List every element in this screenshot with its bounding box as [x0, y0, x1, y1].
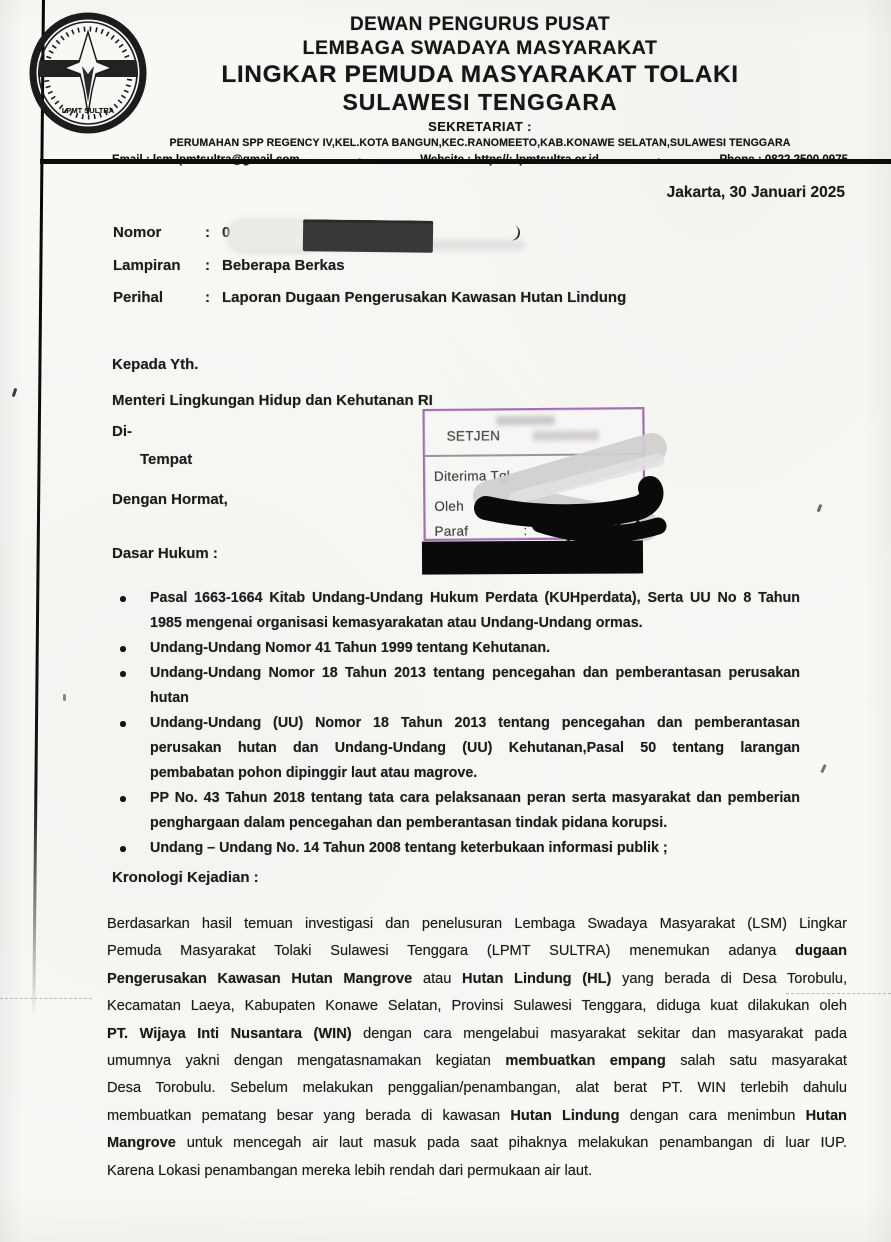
text-segment: Hutan [805, 1107, 847, 1124]
legal-basis-list [120, 586, 800, 861]
salutation: Kepada Yth. [112, 356, 199, 373]
addressee-at: Di- [112, 423, 132, 440]
org-region-line: SULAWESI TENGGARA [342, 89, 618, 115]
stamp-initials-label: Paraf [434, 523, 469, 539]
text-segment: Desa Torobulu. Sebelum melakukan penggalian/penambangan, alat berat PT. WIN terlebih dahulu [107, 1080, 847, 1097]
paragraph-line [107, 938, 847, 965]
paragraph-line [107, 911, 847, 938]
stray-pen-mark [820, 764, 826, 773]
text-segment: Hutan Lindung (HL) [462, 970, 612, 987]
redaction-dark-box [303, 219, 433, 253]
secretariat-label: SEKRETARIAT : [428, 119, 532, 134]
text-segment: membuatkan pematang besar yang berada di kawasan [107, 1107, 511, 1124]
addressee-place: Tempat [140, 451, 193, 468]
list-item [120, 636, 800, 661]
bullet-line: Pasal 1663-1664 Kitab Undang-Undang Hukum Perdata (KUHperdata), Serta UU No 8 Tahun [150, 590, 800, 606]
bullet-glyph [120, 846, 126, 852]
meta-value: 0 [222, 224, 231, 241]
stamp-received-label: Diterima Tgl [433, 468, 511, 484]
bullet-glyph [120, 671, 126, 677]
bullet-glyph [120, 721, 126, 727]
text-segment: PT. Wijaya Inti Nusantara (WIN) [107, 1025, 352, 1042]
bullet-text [150, 661, 800, 711]
list-item [120, 836, 800, 861]
letter-meta [113, 224, 626, 322]
bullet-line: 1985 mengenai organisasi kemasyarakatan atau Undang-Undang ormas. [150, 615, 643, 631]
list-item [120, 586, 800, 636]
letterhead-rule [40, 159, 891, 164]
bullet-dot [120, 711, 150, 786]
bullet-glyph [120, 646, 126, 652]
text-segment: umumnya yakni dengan mengatasnamakan kegiatan [107, 1053, 506, 1070]
paragraph-line [107, 1021, 847, 1048]
paragraph-line [107, 1075, 847, 1102]
paragraph-line [107, 966, 847, 993]
paragraph-line [107, 1103, 847, 1130]
text-segment: dengan cara menimbun [619, 1107, 806, 1124]
text-segment: Karena Lokasi penambangan mereka lebih rendah dari permukaan air laut. [107, 1162, 593, 1179]
meta-value: Laporan Dugaan Pengerusakan Kawasan Hutan Lindung [222, 289, 627, 306]
stray-pen-mark [817, 504, 822, 512]
meta-label: Perihal [113, 289, 164, 306]
text-segment: untuk mencegah air laut masuk pada saat pihaknya melakukan penambangan di luar IUP. [175, 1135, 847, 1152]
logo-text: LPMT SULTRA [61, 106, 115, 115]
paragraph-line [107, 993, 847, 1020]
scan-edge-line [32, 0, 45, 1018]
text-segment: Kecamatan Laeya, Kabupaten Konawe Selatan, Provinsi Sulawesi Tenggara, diduga kuat dilakukan oleh [107, 998, 847, 1015]
fold-line-left [0, 998, 92, 999]
meta-row [113, 257, 626, 284]
bullet-text [150, 711, 800, 786]
bullet-dot [120, 786, 150, 836]
bullet-line: hutan [150, 690, 189, 706]
bullet-line: Undang – Undang No. 14 Tahun 2008 tentang keterbukaan informasi publik ; [150, 840, 668, 856]
addressee: Menteri Lingkungan Hidup dan Kehutanan RI [112, 392, 433, 409]
bullet-text [150, 836, 800, 861]
bullet-text [150, 586, 800, 636]
text-segment: salah satu masyarakat [665, 1053, 847, 1070]
meta-row [113, 224, 626, 251]
stray-pen-mark [63, 694, 66, 701]
chronology-paragraph [107, 911, 847, 1185]
bullet-line: Undang-Undang (UU) Nomor 18 Tahun 2013 tentang pencegahan dan pemberantasan [150, 715, 800, 731]
org-type-line: LEMBAGA SWADAYA MASYARAKAT [302, 37, 658, 59]
stamp-unit-label: SETJEN [446, 428, 501, 444]
bullet-line: penghargaan dalam pencegahan dan pemberantasan tindak pidana korupsi. [150, 815, 668, 831]
bullet-line: Undang-Undang Nomor 41 Tahun 1999 tentang Kehutanan. [150, 640, 551, 656]
org-name-line: LINGKAR PEMUDA MASYARAKAT TOLAKI [221, 61, 739, 88]
bullet-dot [120, 586, 150, 636]
redaction-black-box [422, 540, 643, 574]
bullet-dot [120, 636, 150, 661]
text-segment: dugaan [795, 943, 847, 960]
redaction-light-box [230, 222, 308, 250]
meta-label: Nomor [113, 224, 162, 241]
bullet-line: PP No. 43 Tahun 2018 tentang tata cara pelaksanaan peran serta masyarakat dan pemberian [150, 790, 800, 806]
meta-row [113, 289, 626, 316]
bullet-dot [120, 836, 150, 861]
bullet-line: Undang-Undang Nomor 18 Tahun 2013 tentang pencegahan dan pemberantasan perusakan [150, 665, 800, 681]
legal-basis-heading: Dasar Hukum : [112, 545, 218, 562]
text-segment: membuatkan empang [505, 1053, 666, 1070]
text-segment: atau [412, 970, 463, 987]
bullet-line: perusakan hutan dan Undang-Undang (UU) Kehutanan,Pasal 50 tentang larangan [150, 740, 800, 756]
text-segment: Berdasarkan hasil temuan investigasi dan penelusuran Lembaga Swadaya Masyarakat (LSM) Lingkar [107, 916, 847, 932]
chronology-heading: Kronologi Kejadian : [112, 869, 259, 886]
letterhead [120, 13, 840, 167]
meta-colon: : [205, 289, 210, 306]
meta-colon: : [205, 256, 210, 274]
bullet-text [150, 786, 800, 836]
bullet-dot [120, 661, 150, 711]
text-segment: Mangrove [107, 1135, 176, 1152]
paragraph-line [107, 1130, 847, 1157]
meta-colon: : [205, 224, 210, 241]
bullet-glyph [120, 796, 126, 802]
list-item [120, 786, 800, 836]
bullet-text [150, 636, 800, 661]
org-council-line: DEWAN PENGURUS PUSAT [350, 14, 610, 35]
paragraph-line [107, 1158, 847, 1185]
text-segment: yang berada di Desa Torobulu, [611, 970, 848, 987]
paragraph-line [107, 1048, 847, 1075]
stray-pen-mark [12, 388, 18, 397]
stamp-by-label: Oleh [434, 498, 465, 514]
text-segment: Pengerusakan Kawasan Hutan Mangrove [107, 970, 413, 987]
text-segment: dengan cara mengelabui masyarakat sekitar dan masyarakat pada [351, 1025, 847, 1042]
dateline: Jakarta, 30 Januari 2025 [666, 184, 845, 201]
text-segment: Pemuda Masyarakat Tolaki Sulawesi Tenggara (LPMT SULTRA) menemukan adanya [107, 943, 796, 960]
meta-value: Beberapa Berkas [222, 256, 345, 274]
greeting: Dengan Hormat, [112, 491, 228, 508]
secretariat-address: PERUMAHAN SPP REGENCY IV,KEL.KOTA BANGUN,KEC.RANOMEETO,KAB.KONAWE SELATAN,SULAWESI TENGGARA [169, 137, 791, 149]
list-item [120, 711, 800, 786]
stamp-colon: : [523, 523, 528, 539]
list-item [120, 661, 800, 711]
bullet-glyph [120, 596, 126, 602]
meta-label: Lampiran [113, 256, 181, 274]
text-segment: Hutan Lindung [510, 1107, 620, 1124]
bullet-line: pembabatan pohon dipinggir laut atau magrove. [150, 765, 478, 781]
